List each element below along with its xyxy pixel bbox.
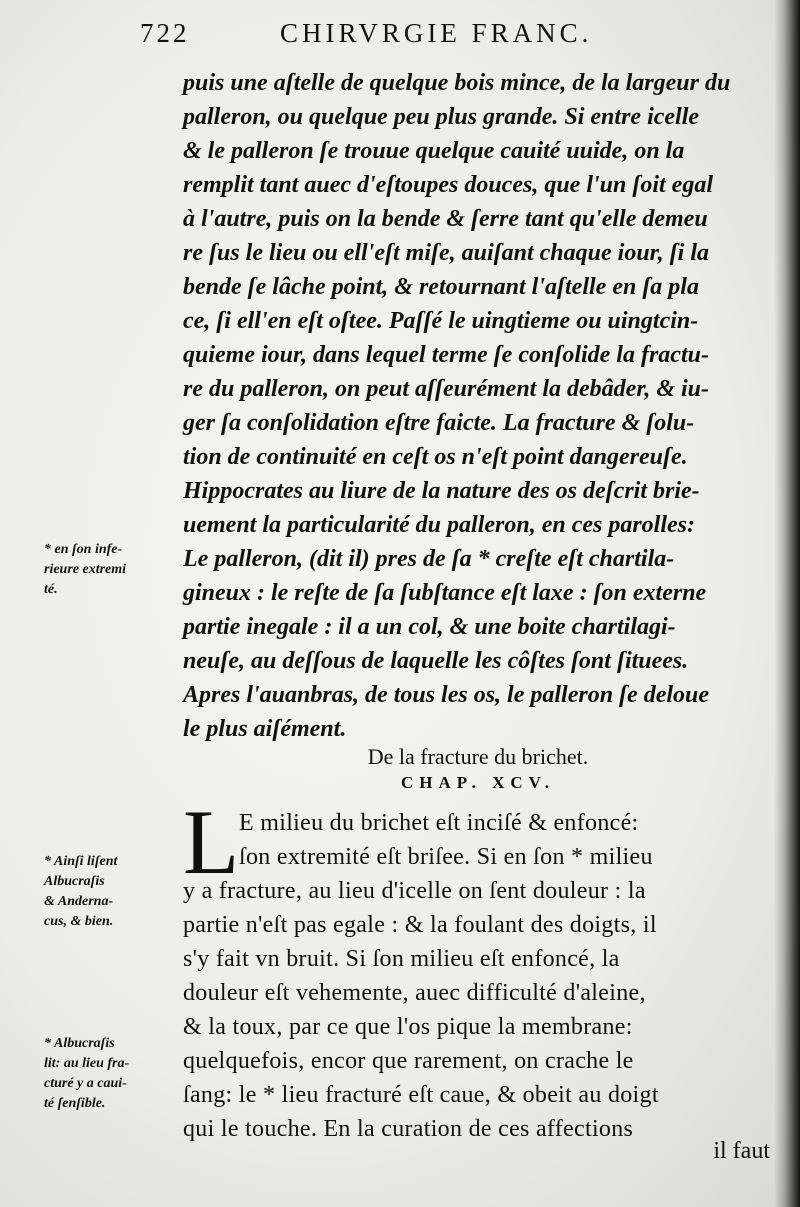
margin-note-line: té. <box>44 582 58 597</box>
text-line: à l'autre, puis on la bende & ſerre tant qu'elle demeu <box>183 206 708 232</box>
text-line: tion de continuité en ceſt os n'eſt point dangereuſe. <box>183 444 688 470</box>
margin-note-line: cturé y a caui- <box>44 1076 127 1091</box>
text-line: ſang: le * lieu fracturé eſt caue, & obeit au doigt <box>183 1082 659 1108</box>
text-line: re ſus le lieu ou ell'eſt miſe, auiſant chaque iour, ſi la <box>183 240 710 266</box>
page-number: 722 <box>140 18 190 48</box>
text-line: quieme iour, dans lequel terme ſe conſolide la fractu- <box>183 342 709 368</box>
text-line: ſon extremité eſt briſee. Si en ſon * milieu <box>239 844 653 870</box>
margin-note-line: & Anderna- <box>44 894 114 909</box>
text-line: ger ſa conſolidation eſtre faicte. La fracture & ſolu- <box>183 410 695 436</box>
text-line: E milieu du brichet eſt inciſé & enfoncé: <box>239 810 639 836</box>
margin-note-line: rieure extremi <box>44 562 127 577</box>
text-line: puis une aſtelle de quelque bois mince, de la largeur du <box>183 70 731 96</box>
text-line: s'y fait vn bruit. Si ſon milieu eſt enfoncé, la <box>183 946 620 972</box>
text-line: re du palleron, on peut aſſeurément la debâder, & iu- <box>183 376 710 402</box>
text-line: qui le touche. En la curation de ces affections <box>183 1116 634 1142</box>
margin-note <box>44 1034 184 1114</box>
text-line: uement la particularité du palleron, en ces parolles: <box>183 512 696 538</box>
text-line: y a fracture, au lieu d'icelle on ſent douleur : la <box>183 878 646 904</box>
text-line: neuſe, au deſſous de laquelle les côſtes ſont ſituees. <box>183 648 689 674</box>
text-line: gineux : le reſte de ſa ſubſtance eſt laxe : ſon externe <box>183 580 707 606</box>
margin-note-line: * Ainſi liſent <box>44 854 118 869</box>
margin-note-line: té ſenſible. <box>44 1096 106 1111</box>
italic-text-block <box>183 66 773 746</box>
text-line: partie inegale : il a un col, & une boite chartilagi- <box>183 614 676 640</box>
roman-text-block <box>183 806 783 1146</box>
margin-note-line: cus, & bien. <box>44 914 114 929</box>
text-line: palleron, ou quelque peu plus grande. Si entre icelle <box>183 104 700 130</box>
margin-note-line: Albucraſis <box>44 874 105 889</box>
text-line: & la toux, par ce que l'os pique la membrane: <box>183 1014 633 1040</box>
text-line: Hippocrates au liure de la nature des os deſcrit brie- <box>183 478 700 504</box>
text-line: Apres l'auanbras, de tous les os, le palleron ſe deloue <box>183 682 710 708</box>
catchword: il faut <box>713 1138 770 1164</box>
section-title: De la fracture du brichet. <box>367 744 589 769</box>
margin-note-line: * en ſon infe- <box>44 542 123 557</box>
text-line: bende ſe lâche point, & retournant l'aſtelle en ſa pla <box>183 274 699 300</box>
margin-note-line: * Albucraſis <box>44 1036 115 1051</box>
chapter-label: CHAP. XCV. <box>401 773 555 792</box>
margin-note-line: lit: au lieu fra- <box>44 1056 130 1071</box>
text-line: douleur eſt vehemente, auec difficulté d'aleine, <box>183 980 646 1006</box>
margin-note <box>44 852 184 932</box>
text-line: partie n'eſt pas egale : & la foulant des doigts, il <box>183 912 657 938</box>
text-line: remplit tant auec d'eſtoupes douces, que l'un ſoit egal <box>183 172 713 198</box>
text-line: & le palleron ſe trouue quelque cauité uuide, on la <box>183 138 685 164</box>
text-line: Le palleron, (dit il) pres de ſa * creſte eſt chartila- <box>183 546 675 572</box>
text-line: le plus aiſément. <box>183 716 347 742</box>
drop-capital: L <box>183 791 240 893</box>
page-header <box>140 18 780 54</box>
text-line: ce, ſi ell'en eſt oſtee. Paſſé le uingtieme ou uingtcin- <box>183 308 699 334</box>
margin-note <box>44 540 184 600</box>
running-head: CHIRVRGIE FRANC. <box>280 18 593 48</box>
text-line: quelquefois, encor que rarement, on crache le <box>183 1048 634 1074</box>
